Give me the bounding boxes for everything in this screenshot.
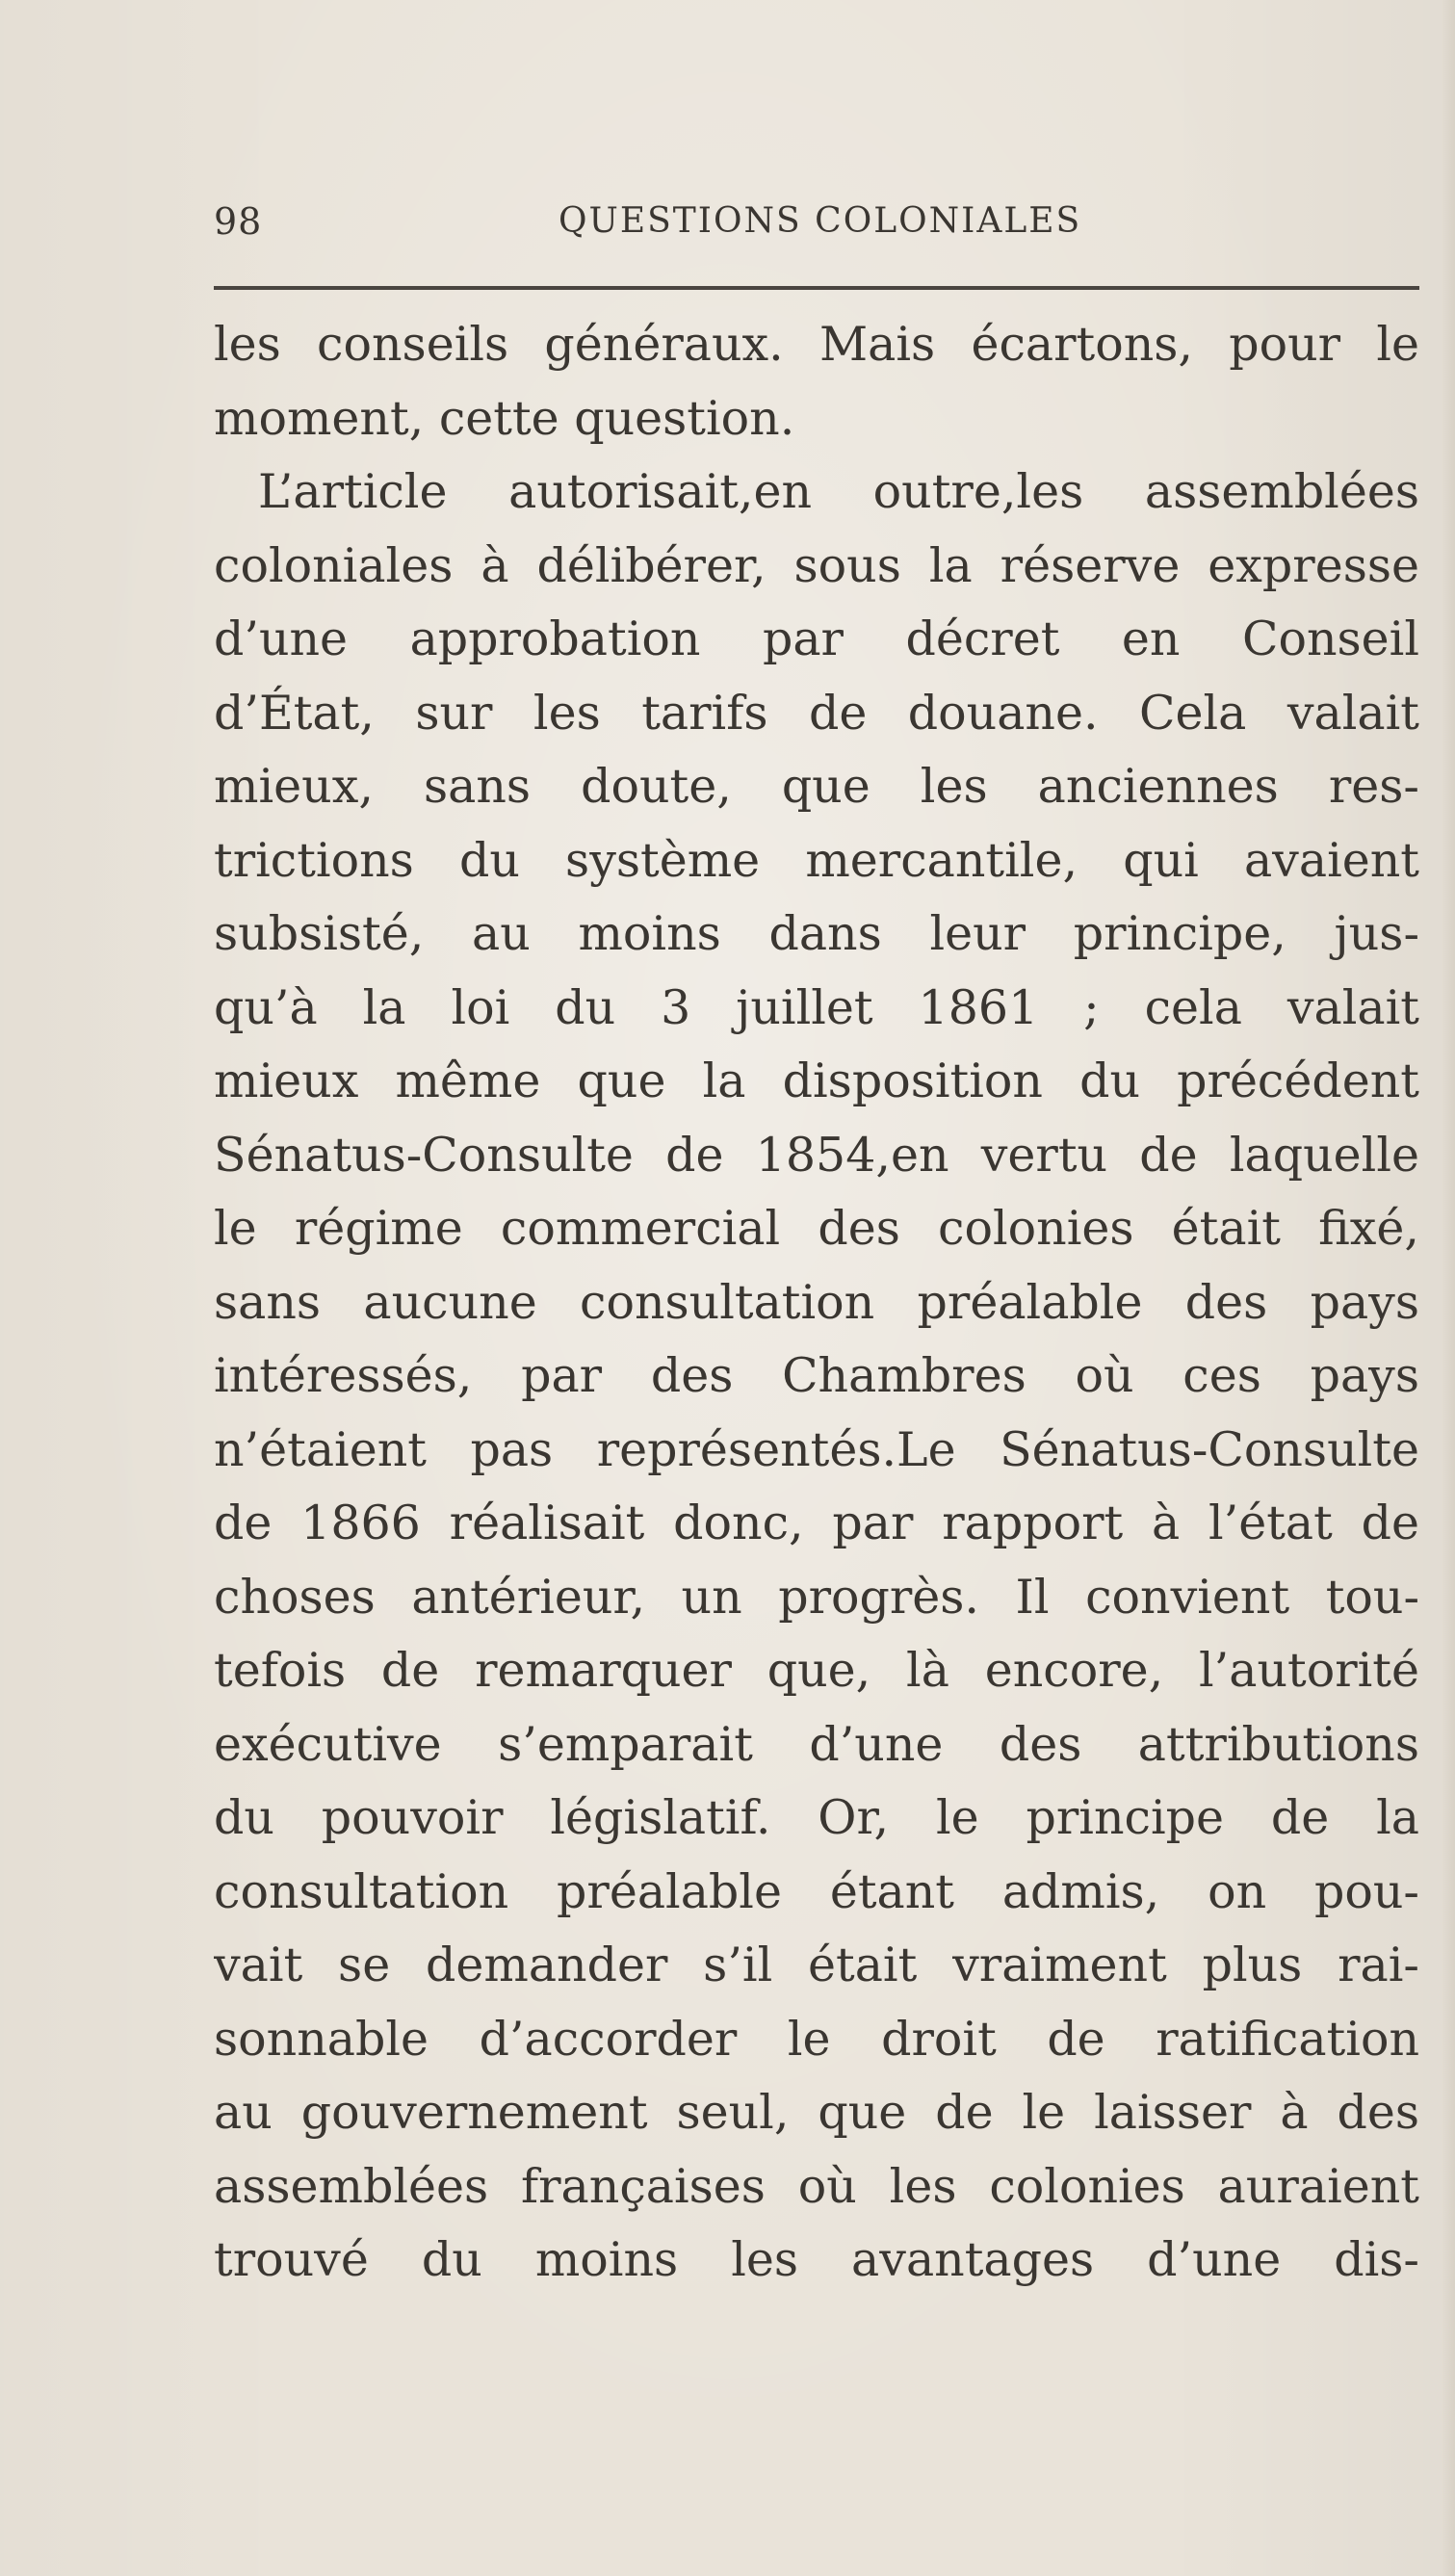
text-line: trictions du système mercantile, qui avaient <box>214 832 1419 888</box>
text-line: d’État, sur les tarifs de douane. Cela valait <box>214 685 1419 741</box>
text-line: intéressés, par des Chambres où ces pays <box>214 1348 1419 1403</box>
text-line: assemblées françaises où les colonies auraient <box>214 2158 1419 2214</box>
text-line: le régime commercial des colonies était fixé, <box>214 1201 1419 1256</box>
text-line: coloniales à délibérer, sous la réserve expresse <box>214 537 1419 593</box>
text-line: mieux, sans doute, que les anciennes res- <box>214 759 1419 814</box>
text-line: L’article autorisait,en outre,les assemblées <box>258 464 1419 519</box>
text-line: au gouvernement seul, que de le laisser à des <box>214 2085 1419 2140</box>
text-line: les conseils généraux. Mais écartons, pour le <box>214 317 1419 372</box>
text-line: moment, cette question. <box>214 390 795 446</box>
body-text <box>214 308 1419 2298</box>
text-line: consultation préalable étant admis, on pou- <box>214 1863 1419 1919</box>
text-line: trouvé du moins les avantages d’une dis- <box>214 2232 1419 2287</box>
page-number: 98 <box>214 200 263 243</box>
text-line: sans aucune consultation préalable des pays <box>214 1274 1419 1330</box>
text-line: sonnable d’accorder le droit de ratification <box>214 2011 1419 2067</box>
text-line: subsisté, au moins dans leur principe, jus- <box>214 906 1419 961</box>
text-line: tefois de remarquer que, là encore, l’autorité <box>214 1643 1419 1698</box>
page-header <box>214 193 1417 250</box>
running-head: QUESTIONS COLONIALES <box>559 201 1082 241</box>
text-line: Sénatus-Consulte de 1854,en vertu de laquelle <box>214 1127 1419 1183</box>
text-line: n’étaient pas représentés.Le Sénatus-Consulte <box>214 1421 1419 1477</box>
text-line: de 1866 réalisait donc, par rapport à l’état de <box>214 1496 1419 1550</box>
text-line: choses antérieur, un progrès. Il convient tou- <box>214 1569 1419 1625</box>
text-line: exécutive s’emparait d’une des attributions <box>214 1716 1419 1772</box>
text-line: du pouvoir législatif. Or, le principe de la <box>214 1790 1419 1845</box>
text-line: qu’à la loi du 3 juillet 1861 ; cela valait <box>214 979 1419 1035</box>
page-edge <box>1442 0 1455 2576</box>
text-line: mieux même que la disposition du précédent <box>214 1054 1419 1108</box>
header-rule <box>214 286 1419 290</box>
text-line: d’une approbation par décret en Conseil <box>214 611 1419 666</box>
text-line: vait se demander s’il était vraiment plus rai- <box>214 1938 1419 1992</box>
